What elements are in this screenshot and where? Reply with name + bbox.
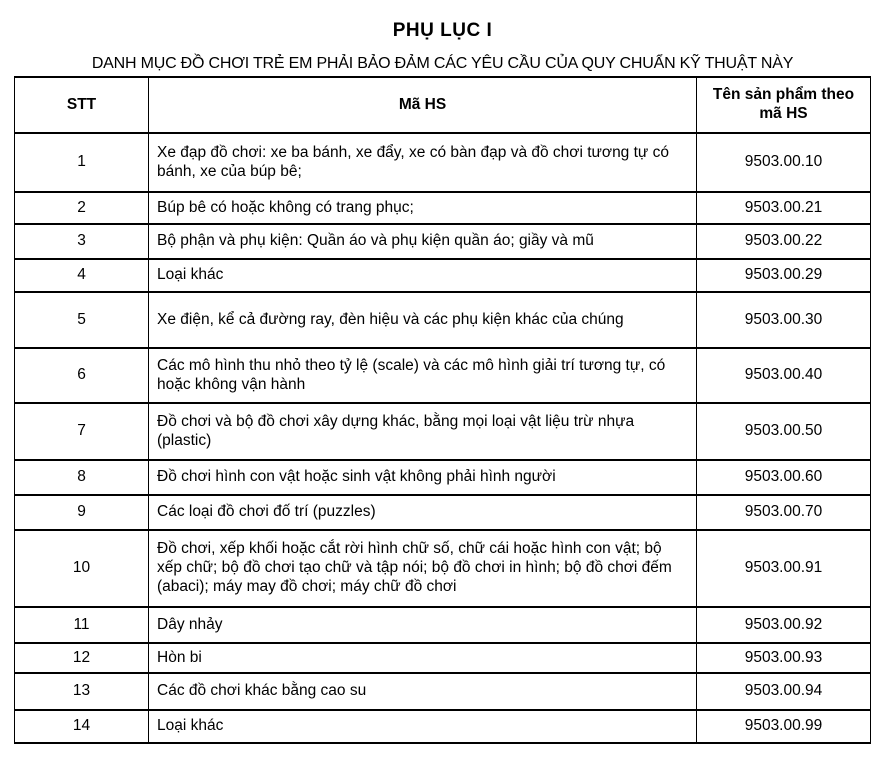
table-row	[15, 403, 871, 460]
table-row	[15, 607, 871, 643]
hs-code-cell: 9503.00.93	[697, 643, 871, 673]
stt-cell: 12	[15, 643, 149, 673]
header-row	[15, 77, 871, 133]
description-cell: Xe đạp đồ chơi: xe ba bánh, xe đẩy, xe có bàn đạp và đồ chơi tương tự có bánh, xe của búp bê;	[149, 133, 697, 192]
table-row	[15, 348, 871, 403]
table-row	[15, 530, 871, 607]
stt-cell: 1	[15, 133, 149, 192]
table-row	[15, 495, 871, 530]
table-header	[15, 77, 871, 133]
description-cell: Đồ chơi hình con vật hoặc sinh vật không phải hình người	[149, 460, 697, 495]
toys-hs-code-table	[14, 76, 871, 744]
description-cell: Bộ phận và phụ kiện: Quần áo và phụ kiện quần áo; giầy và mũ	[149, 224, 697, 259]
stt-cell: 5	[15, 292, 149, 348]
table-row	[15, 710, 871, 743]
table-row	[15, 673, 871, 710]
hs-code-cell: 9503.00.70	[697, 495, 871, 530]
table-row	[15, 292, 871, 348]
col-header-product-name: Tên sản phẩm theo mã HS	[697, 77, 871, 133]
page-subtitle: DANH MỤC ĐỒ CHƠI TRẺ EM PHẢI BẢO ĐẢM CÁC YÊU CẦU CỦA QUY CHUẨN KỸ THUẬT NÀY	[91, 55, 794, 72]
hs-code-cell: 9503.00.91	[697, 530, 871, 607]
description-cell: Các mô hình thu nhỏ theo tỷ lệ (scale) và các mô hình giải trí tương tự, có hoặc không vận hành	[149, 348, 697, 403]
stt-cell: 3	[15, 224, 149, 259]
description-cell: Đồ chơi và bộ đồ chơi xây dựng khác, bằng mọi loại vật liệu trừ nhựa (plastic)	[149, 403, 697, 460]
hs-code-cell: 9503.00.29	[697, 259, 871, 292]
page-title: PHỤ LỤC I	[392, 20, 493, 41]
hs-code-cell: 9503.00.22	[697, 224, 871, 259]
stt-cell: 13	[15, 673, 149, 710]
stt-cell: 10	[15, 530, 149, 607]
description-cell: Hòn bi	[149, 643, 697, 673]
description-cell: Dây nhảy	[149, 607, 697, 643]
description-cell: Xe điện, kể cả đường ray, đèn hiệu và các phụ kiện khác của chúng	[149, 292, 697, 348]
stt-cell: 9	[15, 495, 149, 530]
stt-cell: 4	[15, 259, 149, 292]
description-cell: Đồ chơi, xếp khối hoặc cắt rời hình chữ số, chữ cái hoặc hình con vật; bộ xếp chữ; bộ đồ chơi tạo chữ và tập nói; bộ đồ chơi in hình; bộ đồ chơi đếm (abaci); máy may đồ chơi; máy chữ đồ chơi	[149, 530, 697, 607]
col-header-ma-hs: Mã HS	[149, 77, 697, 133]
description-cell: Các loại đồ chơi đố trí (puzzles)	[149, 495, 697, 530]
hs-code-cell: 9503.00.99	[697, 710, 871, 743]
col-header-stt: STT	[15, 77, 149, 133]
hs-code-cell: 9503.00.50	[697, 403, 871, 460]
stt-cell: 6	[15, 348, 149, 403]
stt-cell: 11	[15, 607, 149, 643]
description-cell: Loại khác	[149, 259, 697, 292]
table-row	[15, 643, 871, 673]
description-cell: Búp bê có hoặc không có trang phục;	[149, 192, 697, 224]
table-row	[15, 224, 871, 259]
table-row	[15, 460, 871, 495]
table-row	[15, 133, 871, 192]
stt-cell: 8	[15, 460, 149, 495]
stt-cell: 2	[15, 192, 149, 224]
table-body	[15, 133, 871, 743]
stt-cell: 14	[15, 710, 149, 743]
hs-code-cell: 9503.00.30	[697, 292, 871, 348]
hs-code-cell: 9503.00.60	[697, 460, 871, 495]
description-cell: Loại khác	[149, 710, 697, 743]
hs-code-cell: 9503.00.94	[697, 673, 871, 710]
hs-code-cell: 9503.00.40	[697, 348, 871, 403]
table-row	[15, 259, 871, 292]
hs-code-cell: 9503.00.92	[697, 607, 871, 643]
hs-code-cell: 9503.00.21	[697, 192, 871, 224]
hs-code-cell: 9503.00.10	[697, 133, 871, 192]
stt-cell: 7	[15, 403, 149, 460]
description-cell: Các đồ chơi khác bằng cao su	[149, 673, 697, 710]
table-row	[15, 192, 871, 224]
